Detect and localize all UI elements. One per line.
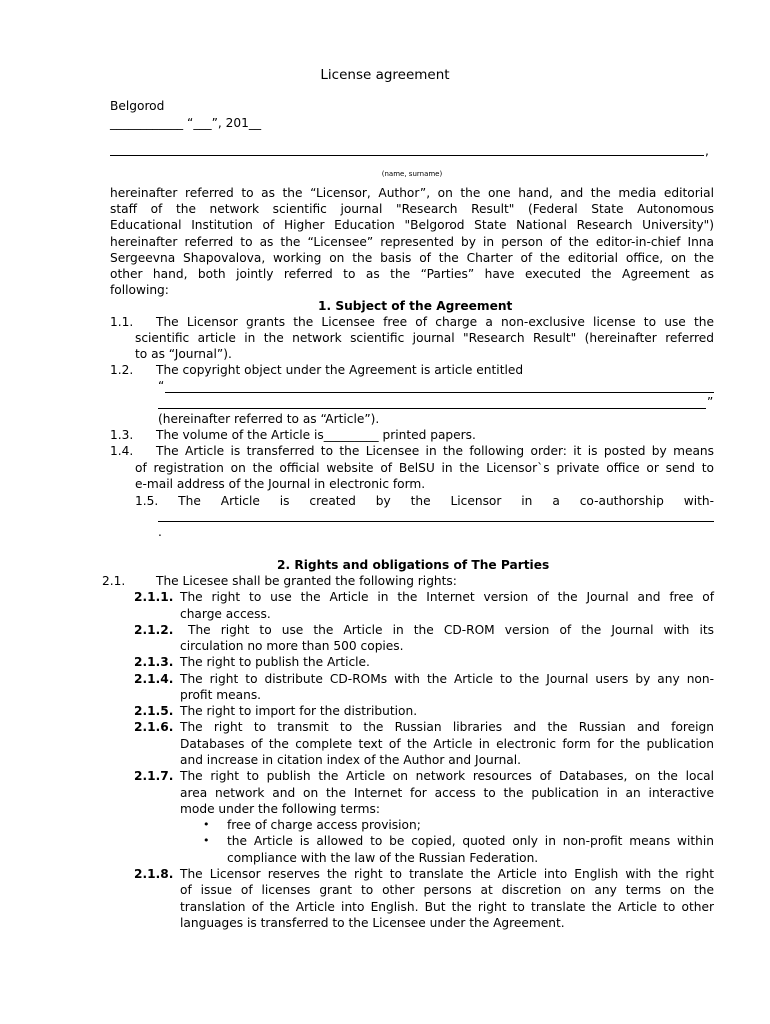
item-line: and increase in citation index of the Author and Journal. bbox=[180, 753, 522, 767]
bullet-line: compliance with the law of the Russian Federation. bbox=[227, 851, 539, 865]
item-line: profit means. bbox=[180, 688, 262, 702]
intro-line: Educational Institution of Higher Education "Belgorod State National Research University") bbox=[110, 218, 714, 232]
close-quote: ” bbox=[707, 395, 714, 409]
item-line: The right to publish the Article. bbox=[180, 655, 370, 669]
item-line: The right to import for the distribution. bbox=[180, 704, 418, 718]
bullet-icon: • bbox=[203, 834, 210, 847]
item-number: 2.1.6. bbox=[134, 720, 174, 734]
intro-line: following: bbox=[110, 283, 169, 297]
item-number: 2.1.1. bbox=[134, 590, 174, 604]
bullet-icon: • bbox=[203, 818, 210, 831]
clause-number: 1.3. bbox=[110, 428, 134, 442]
clause-number: 2.1. bbox=[102, 574, 126, 588]
article-title-underline-1 bbox=[165, 392, 714, 393]
item-number: 2.1.2. bbox=[134, 623, 174, 637]
clause-1-3-text: The volume of the Article is_________ printed papers. bbox=[156, 428, 476, 442]
name-comma: , bbox=[705, 144, 709, 158]
item-line: The right to distribute CD-ROMs with the Article to the Journal users by any non- bbox=[180, 672, 714, 686]
clause-number: 1.2. bbox=[110, 363, 134, 377]
section-1-heading: 1. Subject of the Agreement bbox=[318, 299, 513, 313]
clause-1-5-end: . bbox=[158, 525, 162, 539]
item-line: The right to use the Article in the Internet version of the Journal and free of bbox=[180, 590, 714, 604]
item-line: of issue of licenses grant to other persons at discretion on any terms on the bbox=[180, 883, 714, 897]
intro-line: staff of the network scientific journal "Research Result" (Federal State Autonomous bbox=[110, 202, 714, 216]
bullet-line: the Article is allowed to be copied, quoted only in non-profit means within bbox=[227, 834, 714, 848]
name-caption: (name, surname) bbox=[381, 170, 443, 178]
page-title: License agreement bbox=[320, 67, 450, 83]
intro-line: hereinafter referred to as the “Licensor, Author”, on the one hand, and the media editorial bbox=[110, 186, 714, 200]
clause-1-2-after: (hereinafter referred to as “Article”). bbox=[158, 412, 380, 426]
intro-line: Sergeevna Shapovalova, working on the basis of the Charter of the editorial office, on the bbox=[110, 251, 714, 265]
item-line: The right to transmit to the Russian libraries and the Russian and foreign bbox=[180, 720, 714, 734]
clause-1-5-line: 1.5. The Article is created by the Licensor in a co-authorship with- bbox=[135, 494, 714, 508]
clause-1-4-line: e-mail address of the Journal in electronic form. bbox=[135, 477, 426, 491]
item-line: translation of the Article into English. But the right to translate the Article to other bbox=[180, 900, 714, 914]
clause-1-1-line: scientific article in the network scientific journal "Research Result" (hereinafter referred bbox=[135, 331, 714, 345]
item-line: The right to use the Article in the CD-ROM version of the Journal with its bbox=[188, 623, 714, 637]
section-2-heading: 2. Rights and obligations of The Parties bbox=[277, 558, 550, 572]
item-line: circulation no more than 500 copies. bbox=[180, 639, 404, 653]
item-line: The Licensor reserves the right to translate the Article into English with the right bbox=[180, 867, 714, 881]
item-line: mode under the following terms: bbox=[180, 802, 380, 816]
clause-2-1-text: The Licesee shall be granted the following rights: bbox=[156, 574, 457, 588]
city-label: Belgorod bbox=[110, 99, 165, 113]
bullet-line: free of charge access provision; bbox=[227, 818, 421, 832]
item-line: Databases of the complete text of the Article in electronic form for the publication bbox=[180, 737, 714, 751]
clause-1-1-line: to as “Journal”). bbox=[135, 347, 232, 361]
item-number: 2.1.3. bbox=[134, 655, 174, 669]
open-quote: “ bbox=[158, 379, 165, 393]
clause-1-4-line: The Article is transferred to the Licensee in the following order: it is posted by means bbox=[156, 444, 714, 458]
coauthor-underline bbox=[158, 521, 714, 522]
item-number: 2.1.8. bbox=[134, 867, 174, 881]
item-line: area network and on the Internet for access to the publication in an interactive bbox=[180, 786, 714, 800]
article-title-underline-2 bbox=[158, 408, 706, 409]
clause-1-2-text: The copyright object under the Agreement is article entitled bbox=[156, 363, 524, 377]
intro-line: hereinafter referred to as the “Licensee” represented by in person of the editor-in-chief Inna bbox=[110, 235, 714, 249]
item-number: 2.1.4. bbox=[134, 672, 174, 686]
clause-number: 1.1. bbox=[110, 315, 134, 329]
item-line: The right to publish the Article on network resources of Databases, on the local bbox=[180, 769, 714, 783]
clause-1-1-line: The Licensor grants the Licensee free of charge a non-exclusive license to use the bbox=[156, 315, 714, 329]
date-line: ____________ “___”, 201__ bbox=[110, 116, 262, 130]
clause-number: 1.4. bbox=[110, 444, 134, 458]
clause-1-4-line: of registration on the official website of BelSU in the Licensor`s private office or send to bbox=[135, 461, 714, 475]
item-number: 2.1.5. bbox=[134, 704, 174, 718]
intro-line: other hand, both jointly referred to as the “Parties” have executed the Agreement as bbox=[110, 267, 714, 281]
item-line: charge access. bbox=[180, 607, 271, 621]
item-number: 2.1.7. bbox=[134, 769, 174, 783]
name-underline bbox=[110, 155, 704, 156]
item-line: languages is transferred to the Licensee under the Agreement. bbox=[180, 916, 565, 930]
